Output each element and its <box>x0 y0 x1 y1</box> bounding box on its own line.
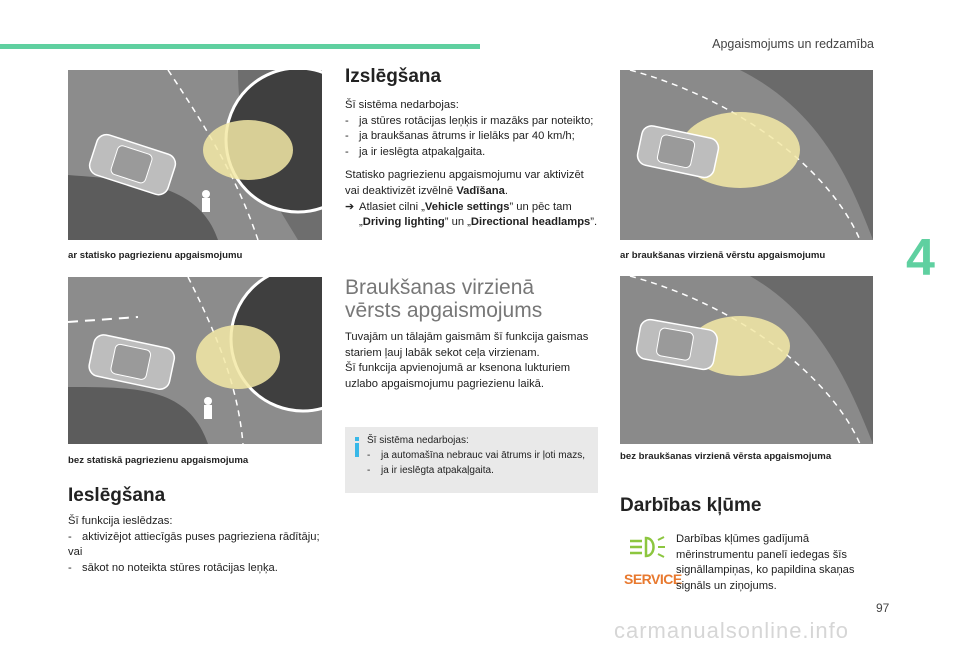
malfunction-text: Darbības kļūmes gadījumā mērinstrumentu panelī iedegas šīs signāllampiņas, ko papildina skaņas signāls un ziņojums. <box>676 533 855 592</box>
list-item: - ja ir ieslēgta atpakaļgaita. <box>367 465 494 476</box>
list-item: - sākot no noteikta stūres rotācijas leņķa. <box>68 561 278 574</box>
figure-caption: ar statisko pagriezienu apgaismojumu <box>68 250 243 261</box>
figure-static-off <box>68 277 322 444</box>
list-item: ➔ Atlasiet cilni „Vehicle settings” un pēc tam „Driving lighting” un „Directional headlamps”. <box>345 200 601 231</box>
headlamp-warning-icon <box>624 532 668 562</box>
figure-directional-on <box>620 70 873 240</box>
directional-text <box>345 330 601 392</box>
list-item: - ja ir ieslēgta atpakaļgaita. <box>345 145 486 158</box>
section-heading-malfunction: Darbības kļūme <box>620 495 762 516</box>
figure-directional-off <box>620 276 873 444</box>
paragraph: Šī sistēma nedarbojas: <box>367 435 469 446</box>
list-item: - ja automašīna nebrauc vai ātrums ir ļoti mazs, <box>367 450 585 461</box>
list-item: - ja braukšanas ātrums ir lielāks par 40 km/h; <box>345 130 575 143</box>
paragraph: Tuvajām un tālajām gaismām šī funkcija gaismas stariem ļauj labāk sekot ceļa virzienam. <box>345 331 589 359</box>
arrow-icon: ➔ <box>345 200 355 213</box>
section-heading-switch-on: Ieslēgšana <box>68 485 166 506</box>
info-icon <box>351 437 363 459</box>
section-heading-directional: Braukšanas virzienā vērsts apgaismojums <box>345 276 543 322</box>
section-heading-switch-off: Izslēgšana <box>345 66 442 87</box>
paragraph: Šī funkcija apvienojumā ar ksenona lukturiem uzlabo apgaismojumu pagriezienu laikā. <box>345 362 571 390</box>
header-accent-bar <box>0 44 480 49</box>
watermark: carmanualsonline.info <box>614 618 850 643</box>
list-item: - aktivizējot attiecīgās puses pagrieziena rādītāju; <box>68 530 320 543</box>
section-title: Apgaismojums un redzamība <box>712 37 874 51</box>
figure-caption: ar braukšanas virzienā vērstu apgaismojumu <box>620 250 826 261</box>
list-item: - ja stūres rotācijas leņķis ir mazāks par noteikto; <box>345 114 594 127</box>
figure-caption: bez statiskā pagriezienu apgaismojuma <box>68 455 249 466</box>
page-number: 97 <box>876 601 890 615</box>
paragraph: Statisko pagriezienu apgaismojumu var aktivizēt vai deaktivizēt izvēlnē Vadīšana. <box>345 169 584 197</box>
chapter-number: 4 <box>906 229 935 287</box>
warning-lamp-icons <box>624 532 682 592</box>
paragraph: vai <box>68 546 83 559</box>
switch-off-text <box>345 98 601 231</box>
figure-caption: bez braukšanas virzienā vērsta apgaismojuma <box>620 451 832 462</box>
paragraph: Šī funkcija ieslēdzas: <box>68 515 173 527</box>
paragraph: Šī sistēma nedarbojas: <box>345 99 459 111</box>
figure-static-on <box>68 70 322 240</box>
switch-on-text <box>68 514 328 576</box>
service-warning-icon: SERVICE <box>624 571 682 587</box>
info-box <box>345 427 598 493</box>
